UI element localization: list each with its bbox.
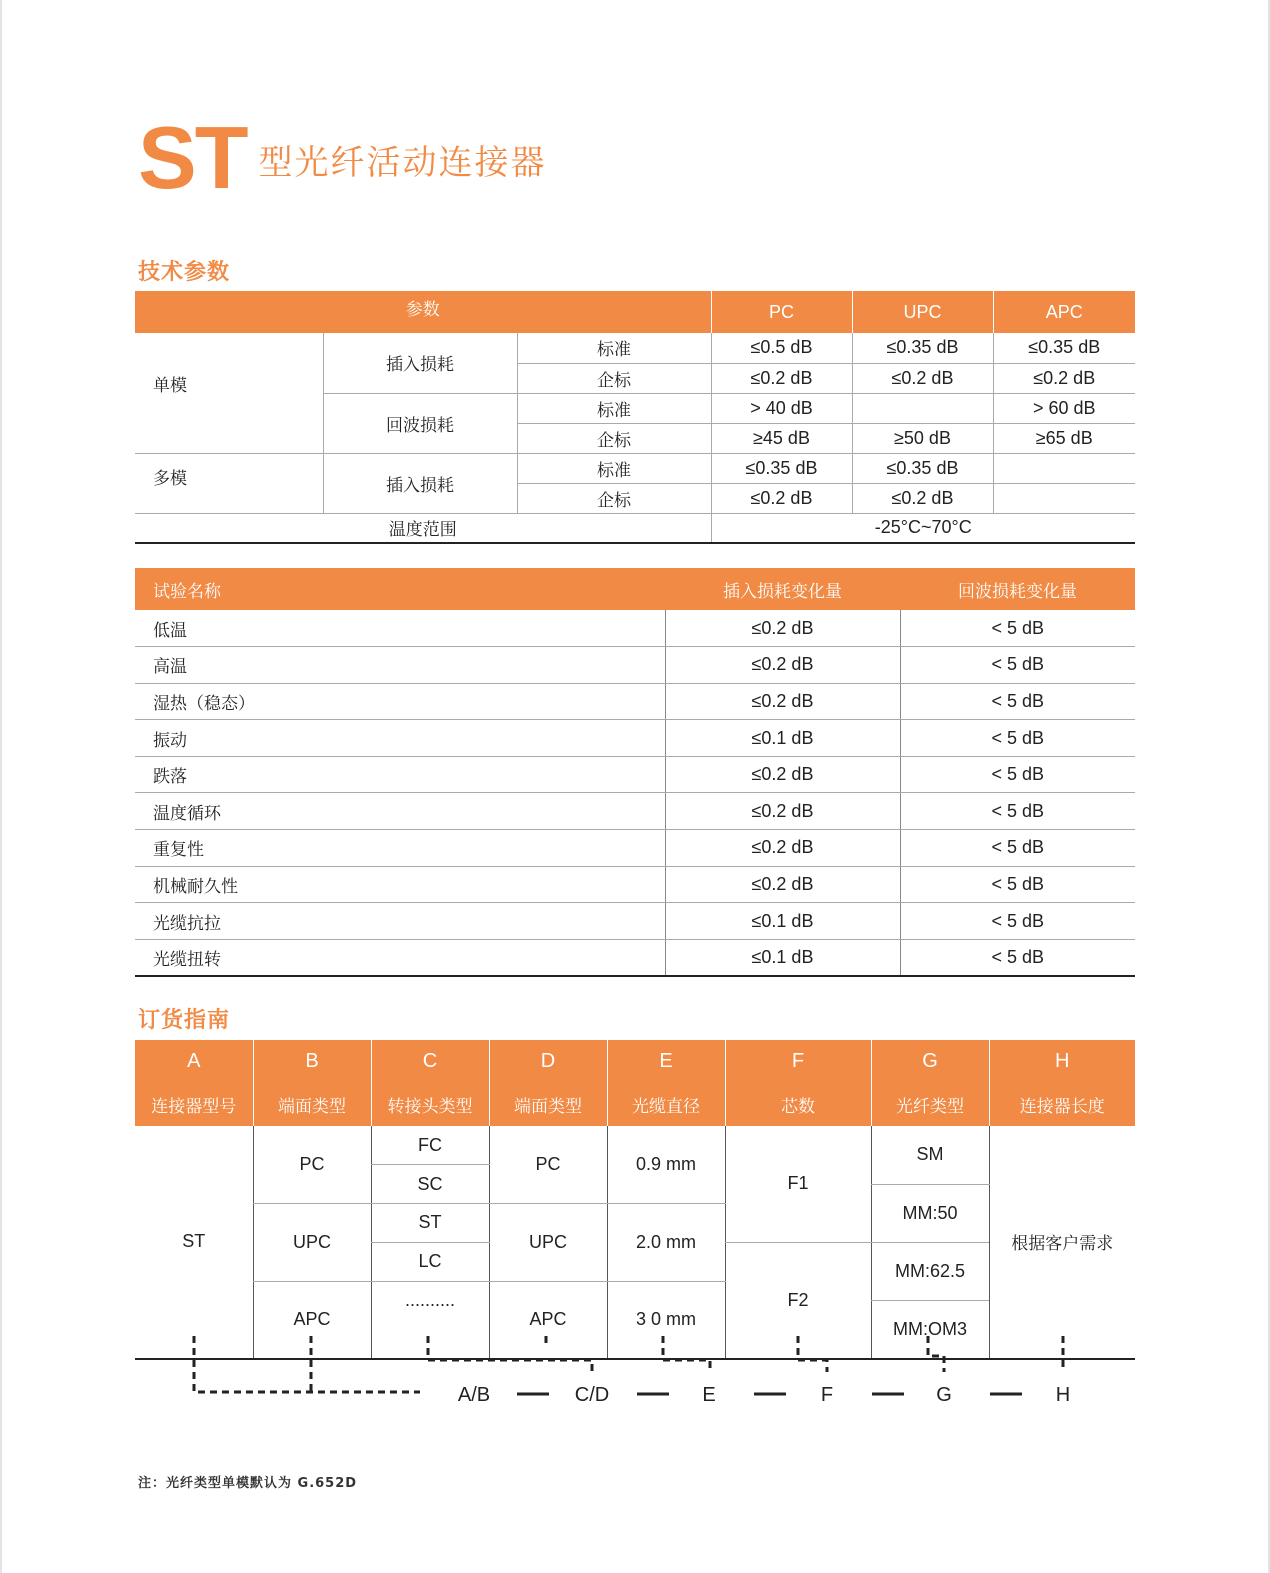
test-name: 高温 (135, 647, 665, 684)
test-il-change: ≤0.2 dB (665, 756, 900, 793)
test-name: 重复性 (135, 830, 665, 867)
test-name: 机械耐久性 (135, 866, 665, 903)
temp-range-value: -25°C~70°C (711, 513, 1135, 543)
order-letter: B (253, 1040, 371, 1082)
test-rl-change: < 5 dB (900, 903, 1135, 940)
dash-line-g (928, 1336, 944, 1372)
table-row (135, 647, 1135, 684)
tech-params-table (135, 291, 1135, 544)
test-name: 振动 (135, 720, 665, 757)
header-upc: UPC (852, 291, 993, 333)
order-g-value: SM (871, 1126, 989, 1184)
cell: ≤0.35 dB (852, 453, 993, 483)
table-row (135, 683, 1135, 720)
test-il-change: ≤0.1 dB (665, 720, 900, 757)
order-code-diagram (2, 1320, 1270, 1420)
order-guide-table (135, 1040, 1135, 1360)
tests-table (135, 568, 1135, 977)
order-h-value: 根据客户需求 (989, 1126, 1135, 1359)
sm-il-std-label: 标准 (517, 333, 711, 363)
test-rl-change: < 5 dB (900, 866, 1135, 903)
cell: > 40 dB (711, 393, 852, 423)
table-row (135, 756, 1135, 793)
test-rl-change: < 5 dB (900, 647, 1135, 684)
cell: ≤0.35 dB (852, 333, 993, 363)
order-label: 光纤类型 (871, 1082, 989, 1126)
cell: ≥65 dB (993, 423, 1135, 453)
table-row (135, 830, 1135, 867)
order-label: 转接头类型 (371, 1082, 489, 1126)
test-name: 低温 (135, 610, 665, 647)
order-e-value: 0.9 mm (607, 1126, 725, 1204)
cell (852, 393, 993, 423)
order-letter: D (489, 1040, 607, 1082)
test-rl-change: < 5 dB (900, 720, 1135, 757)
order-f-value: F1 (725, 1126, 871, 1242)
test-il-change: ≤0.1 dB (665, 939, 900, 976)
order-g-value: MM:62.5 (871, 1242, 989, 1300)
order-g-value: MM:50 (871, 1184, 989, 1242)
cell: ≤0.2 dB (852, 483, 993, 513)
dash-line-a (194, 1336, 420, 1392)
cell: ≤0.2 dB (711, 363, 852, 393)
test-il-change: ≤0.2 dB (665, 647, 900, 684)
single-mode-label: 单模 (135, 333, 323, 453)
header-il-change: 插入损耗变化量 (665, 568, 900, 610)
order-c-value: ST (371, 1204, 489, 1243)
table-row (135, 939, 1135, 976)
cell: ≤0.35 dB (711, 453, 852, 483)
cell: ≤0.2 dB (852, 363, 993, 393)
order-letter: C (371, 1040, 489, 1082)
table-row (135, 610, 1135, 647)
test-name: 温度循环 (135, 793, 665, 830)
test-name: 光缆抗拉 (135, 903, 665, 940)
order-label: 光缆直径 (607, 1082, 725, 1126)
test-rl-change: < 5 dB (900, 793, 1135, 830)
mm-il-ent-label: 企标 (517, 483, 711, 513)
order-d-value: UPC (489, 1204, 607, 1282)
test-il-change: ≤0.2 dB (665, 793, 900, 830)
test-il-change: ≤0.1 dB (665, 903, 900, 940)
cell: ≤0.2 dB (711, 483, 852, 513)
cell: ≥50 dB (852, 423, 993, 453)
section-order-guide: 订货指南 (138, 1008, 231, 1033)
test-name: 光缆扭转 (135, 939, 665, 976)
order-b-value: PC (253, 1126, 371, 1204)
cell: ≤0.5 dB (711, 333, 852, 363)
header-test-name: 试验名称 (135, 568, 665, 610)
sm-insertion-loss-label: 插入损耗 (323, 333, 517, 393)
order-e-value: 2.0 mm (607, 1204, 725, 1282)
order-b-value: UPC (253, 1204, 371, 1282)
test-il-change: ≤0.2 dB (665, 866, 900, 903)
test-rl-change: < 5 dB (900, 939, 1135, 976)
code-h: H (1055, 1384, 1071, 1406)
test-name: 跌落 (135, 756, 665, 793)
title-st: ST (138, 108, 247, 207)
order-letter: H (989, 1040, 1135, 1082)
order-e-value: 3 0 mm (607, 1281, 725, 1359)
order-c-value: SC (371, 1165, 489, 1204)
code-ab: A/B (457, 1384, 491, 1406)
footnote: 注：光纤类型单模默认为 G.652D (138, 1476, 358, 1491)
order-c-value: FC (371, 1126, 489, 1165)
dash-line-e (663, 1336, 710, 1372)
test-il-change: ≤0.2 dB (665, 683, 900, 720)
cell: ≥45 dB (711, 423, 852, 453)
order-letter: G (871, 1040, 989, 1082)
temp-range-label: 温度范围 (388, 520, 457, 541)
header-apc: APC (993, 291, 1135, 333)
title-text: 型光纤活动连接器 (258, 143, 547, 183)
test-il-change: ≤0.2 dB (665, 830, 900, 867)
table-row (135, 903, 1135, 940)
header-rl-change: 回波损耗变化量 (900, 568, 1135, 610)
cell: ≤0.2 dB (993, 363, 1135, 393)
header-param: 参数 (135, 291, 711, 333)
code-e: E (702, 1384, 716, 1406)
test-rl-change: < 5 dB (900, 756, 1135, 793)
cell: > 60 dB (993, 393, 1135, 423)
section-tech-params: 技术参数 (138, 260, 231, 285)
code-f: F (820, 1384, 834, 1406)
dash-line-f (798, 1336, 827, 1372)
dash-line-c (428, 1336, 592, 1372)
page-title (138, 108, 547, 207)
order-label: 连接器型号 (135, 1082, 253, 1126)
table-row (135, 866, 1135, 903)
order-label: 端面类型 (253, 1082, 371, 1126)
order-letter: F (725, 1040, 871, 1082)
test-il-change: ≤0.2 dB (665, 610, 900, 647)
order-label: 端面类型 (489, 1082, 607, 1126)
sm-return-loss-label: 回波损耗 (323, 393, 517, 453)
cell: ≤0.35 dB (993, 333, 1135, 363)
order-letter: E (607, 1040, 725, 1082)
code-g: G (936, 1384, 952, 1406)
header-pc: PC (711, 291, 852, 333)
sm-rl-std-label: 标准 (517, 393, 711, 423)
test-name: 湿热（稳态） (135, 683, 665, 720)
test-rl-change: < 5 dB (900, 683, 1135, 720)
cell (993, 483, 1135, 513)
order-c-value: .......... (371, 1281, 489, 1359)
mm-il-std-label: 标准 (517, 453, 711, 483)
table-row (135, 793, 1135, 830)
mm-insertion-loss-label: 插入损耗 (323, 453, 517, 513)
code-cd: C/D (574, 1384, 610, 1406)
sm-rl-ent-label: 企标 (517, 423, 711, 453)
table-row (135, 720, 1135, 757)
order-d-value: APC (489, 1281, 607, 1359)
multi-mode-label: 多模 (135, 453, 323, 513)
order-b-value: APC (253, 1281, 371, 1359)
test-rl-change: < 5 dB (900, 830, 1135, 867)
test-rl-change: < 5 dB (900, 610, 1135, 647)
cell (993, 453, 1135, 483)
order-d-value: PC (489, 1126, 607, 1204)
order-letter: A (135, 1040, 253, 1082)
order-g-value: MM:OM3 (871, 1301, 989, 1359)
order-c-value: LC (371, 1242, 489, 1281)
order-label: 连接器长度 (989, 1082, 1135, 1126)
sm-il-ent-label: 企标 (517, 363, 711, 393)
order-f-value: F2 (725, 1242, 871, 1358)
order-label: 芯数 (725, 1082, 871, 1126)
order-a-value: ST (182, 1231, 206, 1252)
